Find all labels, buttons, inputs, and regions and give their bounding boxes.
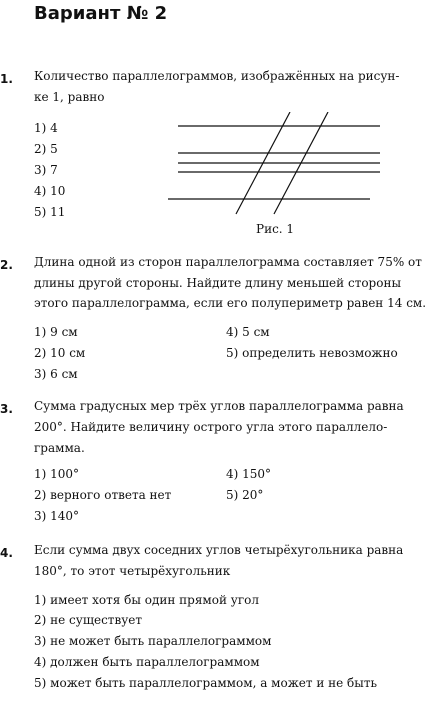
question-4-option-1: 1) имеет хотя бы один прямой угол: [34, 593, 259, 607]
question-4-line-2: 180°, то этот четырёхугольник: [34, 564, 231, 578]
question-number-4: 4.: [0, 546, 13, 560]
figure-1-parallelograms: [160, 112, 390, 222]
question-3-option-1: 1) 100°: [34, 467, 80, 481]
question-number-3: 3.: [0, 402, 13, 416]
figure-1-caption: Рис. 1: [256, 222, 295, 236]
question-2-option-2: 2) 10 см: [34, 346, 86, 360]
question-4-option-5: 5) может быть параллелограммом, а может и не быть: [34, 676, 378, 690]
question-number-1: 1.: [0, 72, 13, 86]
question-3-option-4: 4) 150°: [226, 467, 272, 481]
question-4-option-2: 2) не существует: [34, 613, 142, 627]
question-1-line-1: Количество параллелограммов, изображённых на рисун-: [34, 69, 400, 83]
question-4-option-4: 4) должен быть параллелограммом: [34, 655, 260, 669]
question-2-line-3: этого параллелограмма, если его полупериметр равен 14 см.: [34, 296, 427, 310]
question-2-line-1: Длина одной из сторон параллелограмма составляет 75% от: [34, 255, 422, 269]
question-3-line-1: Сумма градусных мер трёх углов параллелограмма равна: [34, 399, 404, 413]
question-4-line-1: Если сумма двух соседних углов четырёхугольника равна: [34, 543, 404, 557]
question-4-option-3: 3) не может быть параллелограммом: [34, 634, 272, 648]
question-number-2: 2.: [0, 258, 13, 272]
question-1-option-4: 4) 10: [34, 184, 66, 198]
question-1-option-2: 2) 5: [34, 142, 58, 156]
question-3-line-2: 200°. Найдите величину острого угла этого параллело-: [34, 420, 388, 434]
question-2-line-2: длины другой стороны. Найдите длину меньшей стороны: [34, 276, 402, 290]
question-1-option-5: 5) 11: [34, 205, 66, 219]
question-3-option-2: 2) верного ответа нет: [34, 488, 172, 502]
question-3-option-5: 5) 20°: [226, 488, 264, 502]
question-1-option-1: 1) 4: [34, 121, 58, 135]
question-1-option-3: 3) 7: [34, 163, 58, 177]
question-3-option-3: 3) 140°: [34, 509, 80, 523]
page-title: Вариант № 2: [34, 3, 168, 24]
question-3-line-3: грамма.: [34, 441, 85, 455]
question-2-option-3: 3) 6 см: [34, 367, 78, 381]
question-2-option-1: 1) 9 см: [34, 325, 78, 339]
question-2-option-4: 4) 5 см: [226, 325, 270, 339]
question-1-line-2: ке 1, равно: [34, 90, 105, 104]
question-2-option-5: 5) определить невозможно: [226, 346, 398, 360]
